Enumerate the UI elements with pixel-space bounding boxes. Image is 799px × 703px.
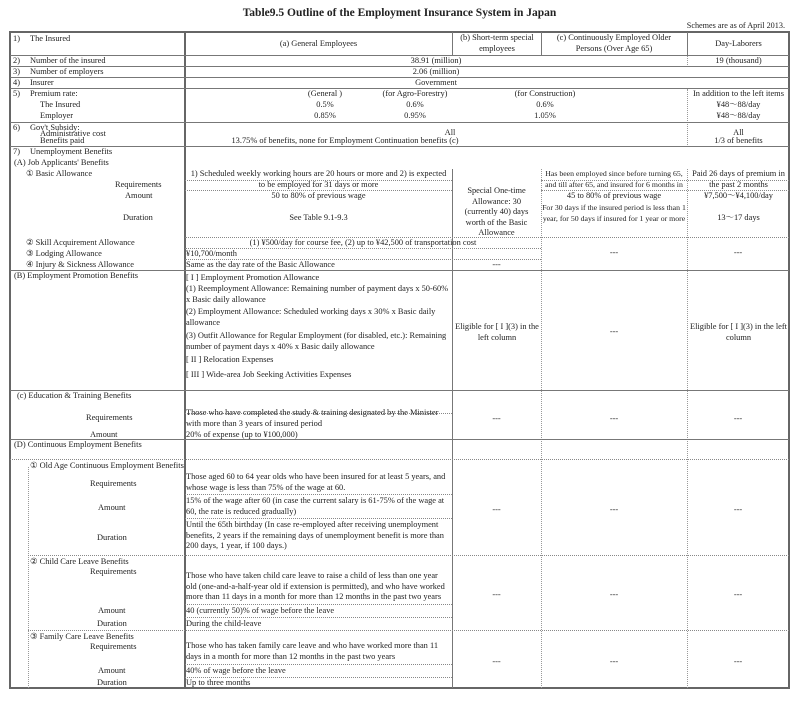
cell: 0.6% (536, 100, 554, 109)
cell: Special One-time Allowance: 30 (currently 40) days worth of the Basic Allowance (464, 186, 529, 237)
cell: 40 (currently 50)% of wage before the leave (186, 606, 335, 615)
cell: --- (733, 505, 743, 514)
cell: ¥48～88/day (716, 111, 761, 120)
cell: During the child-leave (186, 619, 262, 628)
cell: [ II ] Relocation Expenses (186, 355, 274, 364)
column-header-d: Day-Laborers (715, 39, 762, 48)
cell: --- (492, 414, 501, 423)
row-sublabel: Benefits paid (40, 136, 85, 145)
section-label: ① Basic Allowance (26, 169, 93, 178)
section-label: ④ Injury & Sickness Allowance (26, 260, 134, 269)
cell: Has been employed since before turning 65, and till after 65, and insured for 6 months in (545, 169, 683, 189)
cell: Those aged 60 to 64 year olds who have been insured for at least 5 years, and whose wage is less than 75% of the wage at 60. (186, 472, 446, 492)
row-label: Gov't Subsidy: (30, 123, 80, 132)
cell: In addition to the left items (693, 89, 784, 98)
row-label: Premium rate: (30, 89, 78, 98)
cell: --- (609, 327, 619, 336)
row-num: 1) (13, 34, 20, 43)
row-num: 6) (13, 123, 20, 132)
column-header-b: (b) Short-term special employees (460, 33, 534, 53)
cell: (1) Reemployment Allowance: Remaining number of payment days x 50-60% x Basic daily allowance (186, 284, 449, 304)
cell: --- (492, 505, 501, 514)
divider (185, 664, 452, 665)
cell: All (733, 128, 744, 137)
cell: Eligible for [ I ](3) in the left column (690, 322, 787, 342)
row-num: 4) (13, 78, 20, 87)
row-sublabel: Requirements (90, 642, 137, 651)
cell: --- (492, 260, 501, 269)
cell: Eligible for [ I ](3) in the left column (455, 322, 539, 342)
cell: 0.6% (406, 100, 424, 109)
cell: Up to three months (186, 678, 251, 687)
cell: Same as the day rate of the Basic Allowance (186, 260, 335, 269)
cell: --- (492, 657, 501, 666)
divider (28, 555, 789, 556)
cell: 0.5% (316, 100, 334, 109)
row-label: Insurer (30, 78, 54, 87)
cell: --- (733, 657, 743, 666)
divider (185, 518, 452, 519)
row-sublabel: Requirements (86, 413, 133, 422)
cell: (General ) (307, 89, 343, 98)
cell: --- (609, 414, 619, 423)
row-sublabel: Requirements (90, 567, 137, 576)
divider (541, 169, 542, 688)
row-sublabel: Amount (98, 666, 126, 675)
row-num: 7) (13, 147, 20, 156)
table-title: Table9.5 Outline of the Employment Insurance System in Japan (242, 7, 557, 19)
row-sublabel: Duration (123, 213, 153, 222)
divider (687, 169, 688, 688)
row-sublabel: Duration (97, 533, 127, 542)
row-sublabel: Duration (97, 678, 127, 687)
cell: Those who have completed the study & training designated by the Minister with more than 3 years of insured period (186, 408, 439, 428)
scheme-note: Schemes are as of April 2013. (686, 21, 785, 30)
cell: ¥10,700/month (186, 249, 237, 258)
cell: [ III ] Wide-area Job Seeking Activities Expenses (186, 370, 352, 379)
divider (28, 467, 29, 688)
divider (185, 494, 452, 495)
row-num: 3) (13, 67, 20, 76)
row-num: 2) (13, 56, 20, 65)
section-label: ③ Lodging Allowance (26, 249, 102, 258)
cell: Until the 65th birthday (In case re-employed after receiving unemployment benefits, 2 years if the remaining days of unemployment benefit is more than 200 days, 1 year, if 100 days.) (186, 520, 444, 550)
cell: For 30 days if the insured period is less than 1 year, for 50 days if insured for 1 year or more (542, 203, 686, 223)
cell: 1.05% (534, 111, 556, 120)
cell: Paid 26 days of premium in the past 2 months (692, 169, 785, 189)
cell: --- (733, 414, 743, 423)
cell: 40% of wage before the leave (186, 666, 286, 675)
row-num: 5) (13, 89, 20, 98)
section-label: (A) Job Applicants' Benefits (14, 158, 109, 167)
employer-count: 2.06 (million) (412, 67, 460, 76)
divider (28, 630, 789, 631)
cell: --- (609, 657, 619, 666)
row-sublabel: Duration (97, 619, 127, 628)
row-sublabel: Amount (98, 606, 126, 615)
cell: (2) Employment Allowance: Scheduled working days x 30% x Basic daily allowance (186, 307, 436, 327)
row-sublabel: Amount (125, 191, 153, 200)
cell: All (444, 128, 456, 137)
divider (10, 122, 789, 123)
cell: See Table 9.1-9.3 (289, 213, 348, 222)
cell: 0.95% (404, 111, 426, 120)
section-label: ① Old Age Continuous Employment Benefits (30, 461, 184, 470)
row-label: Number of employers (30, 67, 104, 76)
section-label: (c) Education & Training Benefits (17, 391, 132, 400)
cell: [ I ] Employment Promotion Allowance (186, 273, 320, 282)
cell: (1) ¥500/day for course fee, (2) up to ¥42,500 of transportation cost (249, 238, 477, 247)
insured-count-day: 19 (thousand) (715, 56, 762, 65)
row-label-insured: The Insured (30, 34, 71, 43)
insurer: Government (415, 78, 457, 87)
cell: (3) Outfit Allowance for Regular Employment (for disabled, etc.): Remaining number of payment days x 40% x Basic daily allowance (186, 331, 447, 351)
cell: 50 to 80% of previous wage (271, 191, 366, 200)
row-sublabel: The Insured (40, 100, 81, 109)
cell: 1) Scheduled weekly working hours are 20 hours or more and 2) is expected to be employed for 31 days or more (190, 169, 447, 189)
divider (185, 604, 452, 605)
row-sublabel: Amount (90, 430, 118, 439)
cell: 1/3 of benefits (714, 136, 763, 145)
cell: --- (609, 590, 619, 599)
cell: --- (609, 248, 619, 257)
row-sublabel: Employer (40, 111, 74, 120)
cell: ¥7,500～¥4,100/day (704, 191, 773, 200)
cell: --- (733, 590, 743, 599)
cell: (for Agro-Forestry) (382, 89, 448, 98)
section-label: (B) Employment Promotion Benefits (14, 271, 138, 280)
cell: 15% of the wage after 60 (in case the current salary is 61-75% of the wage at 60, the rate is reduced gradually) (186, 496, 445, 516)
cell: --- (609, 505, 619, 514)
cell: --- (733, 248, 743, 257)
col-divider-bc (541, 32, 542, 55)
section-label: ③ Family Care Leave Benefits (30, 632, 134, 641)
row-sublabel: Requirements (115, 180, 162, 189)
column-header-c: (c) Continuously Employed Older Persons (Over Age 65) (556, 33, 672, 53)
section-label: (D) Continuous Employment Benefits (14, 440, 142, 449)
insured-count: 38.91 (million) (410, 56, 462, 65)
divider (10, 459, 789, 460)
cell: 13.75% of benefits, none for Employment Continuation benefits (c) (231, 136, 459, 145)
row-label: Unemployment Benefits (30, 147, 113, 156)
column-header-a: (a) General Employees (279, 39, 358, 48)
cell: --- (492, 590, 501, 599)
cell: Those who has taken family care leave and who have worked more than 11 days in a month for more than 12 months in the past two years (186, 641, 439, 661)
cell: 45 to 80% of previous wage (566, 191, 662, 200)
section-label: ② Child Care Leave Benefits (30, 557, 129, 566)
row-label: Number of the insured (30, 56, 106, 65)
section-label: ② Skill Acquirement Allowance (26, 238, 135, 247)
row-sublabel: Amount (98, 503, 126, 512)
cell: 0.85% (314, 111, 336, 120)
col-divider-ab (452, 32, 453, 55)
cell: ¥48～88/day (716, 100, 761, 109)
cell: (for Construction) (514, 89, 576, 98)
divider (185, 617, 452, 618)
cell: 20% of expense (up to ¥100,000) (186, 430, 298, 439)
row-sublabel: Requirements (90, 479, 137, 488)
cell: Those who have taken child care leave to raise a child of less than one year old (one-and-a-half-year old if extension is permitted), and who have worked more than 11 days in a month for more than 12 months in the past two years (186, 571, 445, 601)
row-sublabel: Administrative cost (40, 129, 106, 138)
cell: 13～17 days (717, 213, 760, 222)
